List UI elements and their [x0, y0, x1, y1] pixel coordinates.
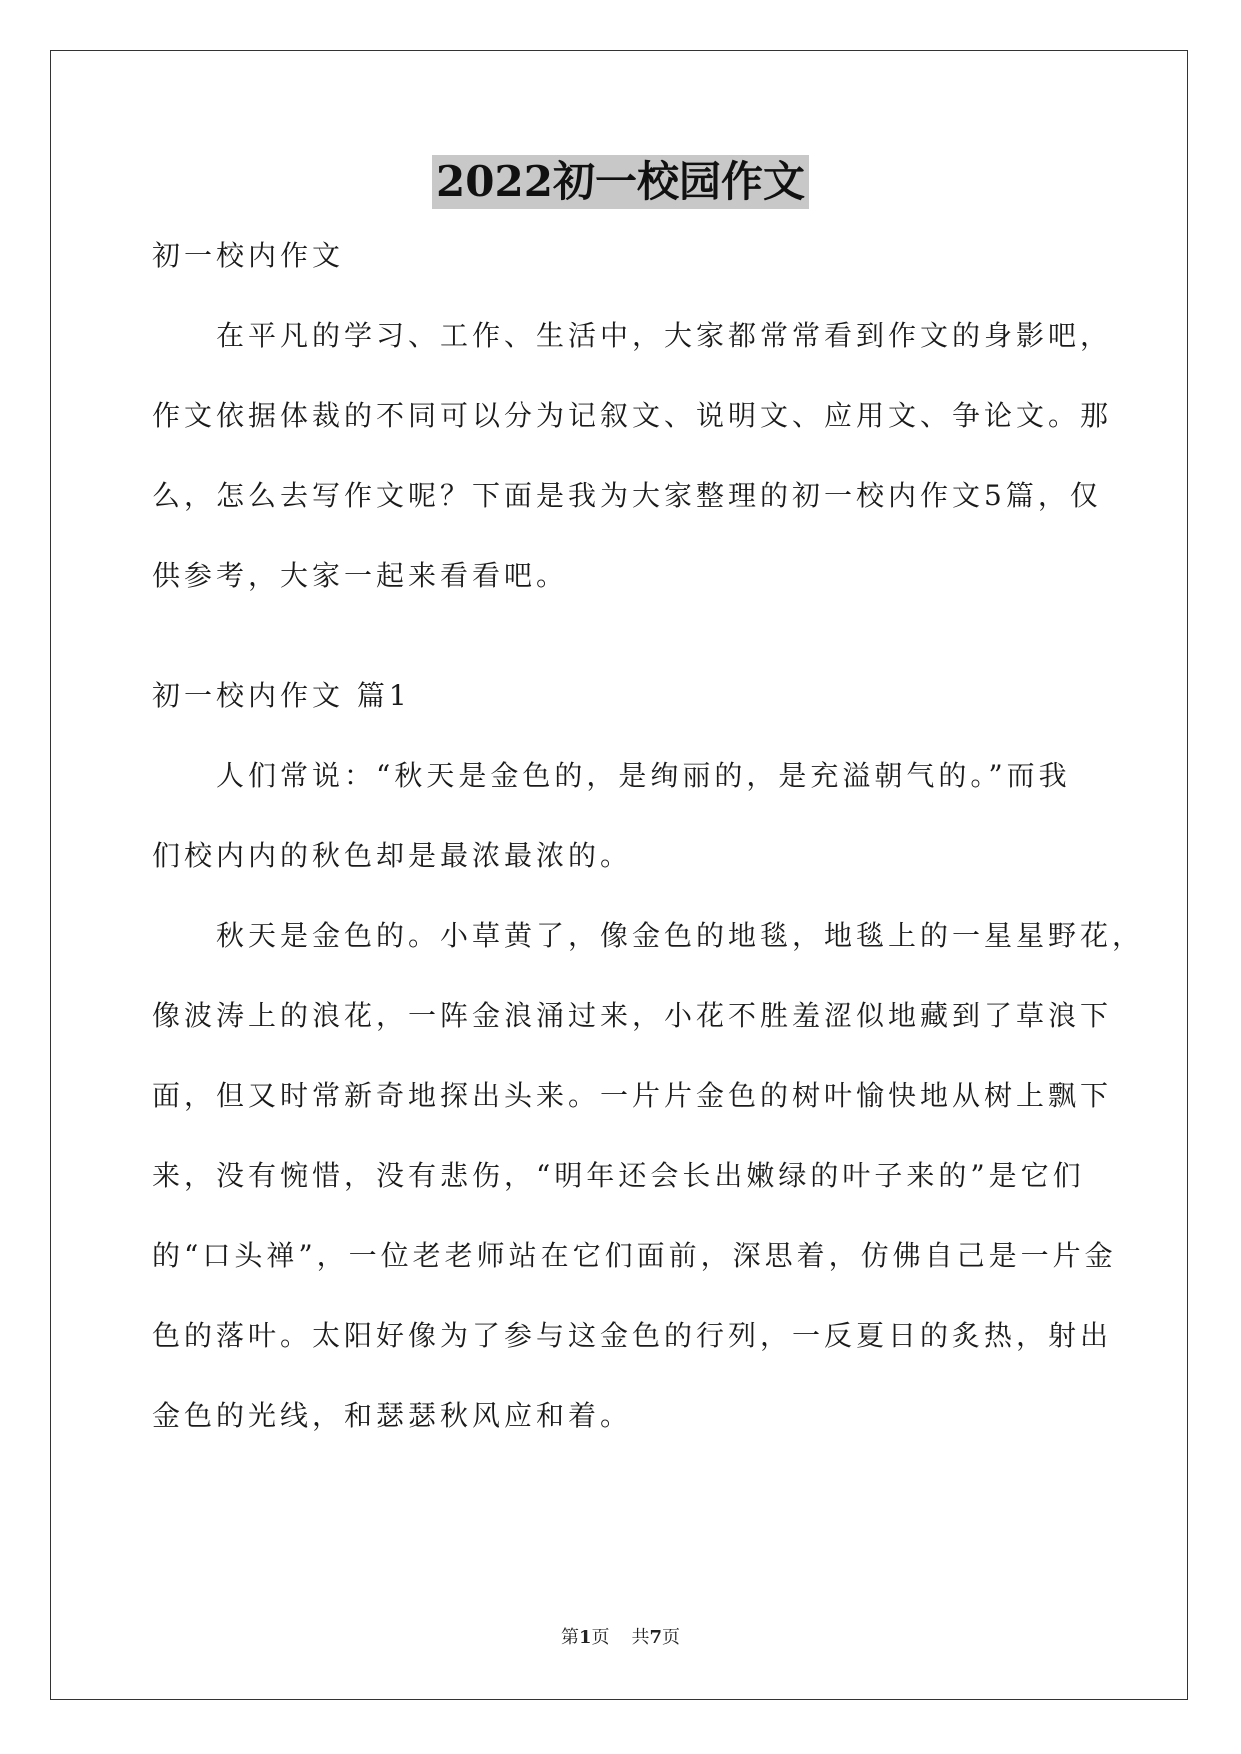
page-footer [0, 1626, 1241, 1650]
paragraph-line: 面，但又时常新奇地探出头来。一片片金色的树叶愉快地从树上飘下 [152, 1079, 1113, 1112]
section-heading: 初一校内作文 篇1 [152, 679, 411, 712]
paragraph-line: 色的落叶。太阳好像为了参与这金色的行列，一反夏日的炙热，射出 [152, 1319, 1113, 1352]
page-total: 7 [649, 1627, 663, 1648]
intro-heading: 初一校内作文 [152, 239, 345, 272]
document-title: 2022初一校园作文 [432, 155, 809, 209]
title-container [0, 155, 1241, 209]
total-prefix: 共 [631, 1627, 650, 1648]
paragraph-line: 们校内内的秋色却是最浓最浓的。 [152, 839, 633, 872]
page-suffix: 页 [591, 1627, 610, 1648]
paragraph-line: 来，没有惋惜，没有悲伤，“明年还会长出嫩绿的叶子来的”是它们 [152, 1159, 1085, 1192]
paragraph-line: 像波涛上的浪花，一阵金浪涌过来，小花不胜羞涩似地藏到了草浪下 [152, 999, 1113, 1032]
page-current: 1 [578, 1627, 592, 1648]
paragraph-line: 的“口头禅”，一位老老师站在它们面前，深思着，仿佛自己是一片金 [152, 1239, 1117, 1272]
intro-line: 作文依据体裁的不同可以分为记叙文、说明文、应用文、争论文。那 [152, 399, 1113, 432]
page-prefix: 第 [560, 1627, 579, 1648]
intro-line: 在平凡的学习、工作、生活中，大家都常常看到作文的身影吧， [216, 319, 1113, 352]
paragraph-line: 金色的光线，和瑟瑟秋风应和着。 [152, 1399, 633, 1432]
total-suffix: 页 [662, 1627, 681, 1648]
intro-line: 供参考，大家一起来看看吧。 [152, 559, 569, 592]
intro-line: 么，怎么去写作文呢？下面是我为大家整理的初一校内作文5篇，仅 [152, 479, 1102, 512]
paragraph-line: 人们常说：“秋天是金色的，是绚丽的，是充溢朝气的。”而我 [216, 759, 1071, 792]
paragraph-line: 秋天是金色的。小草黄了，像金色的地毯，地毯上的一星星野花， [216, 919, 1145, 952]
